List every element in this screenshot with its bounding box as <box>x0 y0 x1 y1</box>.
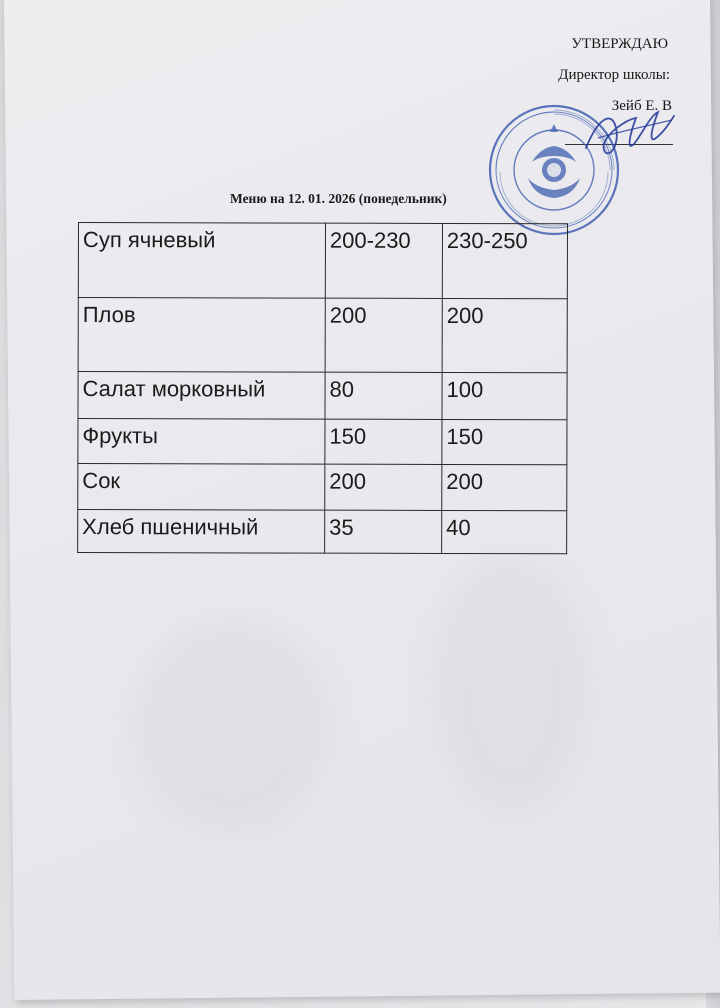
portion-b-cell: 100 <box>442 372 567 419</box>
portion-b-cell: 150 <box>442 419 567 464</box>
portion-b-cell: 200 <box>442 298 567 372</box>
menu-title: Меню на 12. 01. 2026 (понедельник) <box>230 191 447 206</box>
dish-cell: Хлеб пшеничный <box>78 510 325 554</box>
dish-cell: Фрукты <box>78 419 325 465</box>
dish-cell: Суп ячневый <box>78 223 325 299</box>
handwritten-signature-icon <box>578 98 678 168</box>
table-row <box>78 223 567 299</box>
table-row <box>78 510 567 554</box>
portion-a-cell: 80 <box>325 372 442 419</box>
paper-shadow <box>130 617 332 839</box>
approval-heading: УТВЕРЖДАЮ <box>571 36 668 52</box>
table-row <box>78 464 567 511</box>
portion-a-cell: 150 <box>325 419 442 464</box>
portion-b-cell: 200 <box>442 464 567 510</box>
portion-b-cell: 230-250 <box>442 223 567 298</box>
table-row <box>78 298 567 373</box>
dish-cell: Плов <box>78 298 325 373</box>
portion-a-cell: 35 <box>325 510 442 553</box>
dish-cell: Сок <box>78 464 325 511</box>
portion-a-cell: 200 <box>325 298 442 372</box>
approval-name: Зейб Е. В <box>611 98 672 114</box>
table-row <box>78 419 567 465</box>
portion-a-cell: 200 <box>325 464 442 510</box>
table-row <box>78 372 567 420</box>
portion-a-cell: 200-230 <box>325 223 442 298</box>
approval-position: Директор школы: <box>558 67 670 83</box>
paper-shadow <box>430 554 593 816</box>
menu-table <box>77 222 568 554</box>
dish-cell: Салат морковный <box>78 372 325 420</box>
portion-b-cell: 40 <box>442 510 567 553</box>
